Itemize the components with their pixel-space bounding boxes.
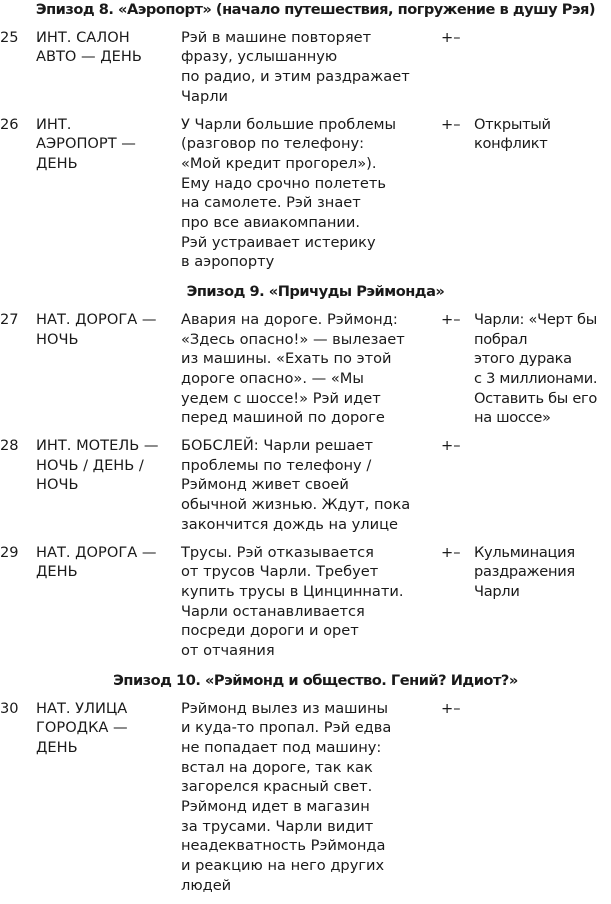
- scene-slug: НАТ. ДОРОГА — ДЕНЬ: [36, 543, 157, 581]
- scene-note: [474, 436, 611, 535]
- scene-number: 29: [0, 543, 19, 561]
- scene-slug: ИНТ. САЛОН АВТО — ДЕНЬ: [36, 28, 142, 66]
- scene-number: 25: [0, 28, 19, 46]
- scene-number: 28: [0, 437, 19, 455]
- scene-slug: ИНТ. АЭРОПОРТ — ДЕНЬ: [36, 115, 136, 172]
- scene-note: Открытый конфликт: [474, 115, 551, 153]
- scene-polarity: +–: [441, 115, 461, 133]
- scene-polarity: +–: [441, 437, 461, 455]
- scene-note: Кульминация раздражения Чарли: [474, 543, 575, 600]
- scene-note: [474, 28, 611, 107]
- scene-description: БОБСЛЕЙ: Чарли решает проблемы по телефону / Рэймонд живет своей обычной жизнью. Ждут, пока закончится дождь на улице: [181, 437, 411, 533]
- scene-row: [0, 436, 611, 535]
- scene-polarity: +–: [441, 699, 461, 717]
- scene-row: [0, 28, 611, 107]
- scene-slug: НАТ. ДОРОГА — НОЧЬ: [36, 310, 157, 348]
- scene-number: 26: [0, 115, 19, 133]
- scene-row: [0, 310, 611, 428]
- scene-note: [474, 699, 611, 896]
- scene-row: [0, 115, 611, 273]
- scene-description: Авария на дороге. Рэймонд: «Здесь опасно!» — вылезает из машины. «Ехать по этой дороге опасно». — «Мы уедем с шоссе!» Рэй идет перед машиной по дороге: [181, 310, 405, 427]
- scene-description: Рэй в машине повторяет фразу, услышанную по радио, и этим раздражает Чарли: [181, 28, 410, 105]
- scene-polarity: +–: [441, 543, 461, 561]
- scene-row: [0, 543, 611, 661]
- scene-note: Чарли: «Черт бы побрал этого дурака с 3 миллионами. Оставить бы его на шоссе»: [474, 310, 598, 427]
- scene-description: Рэймонд вылез из машины и куда-то пропал. Рэй едва не попадает под машину: встал на дороге, так как загорелся красный свет. Рэймонд идет в магазин за трусами. Чарли видит неадекватность Рэймонда и реакцию на него других людей: [181, 699, 392, 894]
- episode-heading: Эпизод 8. «Аэропорт» (начало путешествия, погружение в душу Рэя): [35, 1, 596, 18]
- scene-slug: НАТ. УЛИЦА ГОРОДКА — ДЕНЬ: [36, 699, 128, 756]
- scene-description: Трусы. Рэй отказывается от трусов Чарли. Требует купить трусы в Цинциннати. Чарли останавливается посреди дороги и орет от отчаяния: [181, 543, 404, 660]
- scene-row: [0, 699, 611, 896]
- scene-number: 30: [0, 699, 19, 717]
- scene-description: У Чарли большие проблемы (разговор по телефону: «Мой кредит прогорел»). Ему надо срочно полететь на самолете. Рэй знает про все авиакомпании. Рэй устраивает истерику в аэропорту: [181, 115, 397, 271]
- scene-polarity: +–: [441, 310, 461, 328]
- episode-heading: Эпизод 9. «Причуды Рэймонда»: [186, 283, 445, 301]
- scene-number: 27: [0, 310, 19, 328]
- scene-polarity: +–: [441, 28, 461, 46]
- episode-heading: Эпизод 10. «Рэймонд и общество. Гений? Идиот?»: [113, 671, 518, 689]
- scene-slug: ИНТ. МОТЕЛЬ — НОЧЬ / ДЕНЬ / НОЧЬ: [36, 437, 159, 494]
